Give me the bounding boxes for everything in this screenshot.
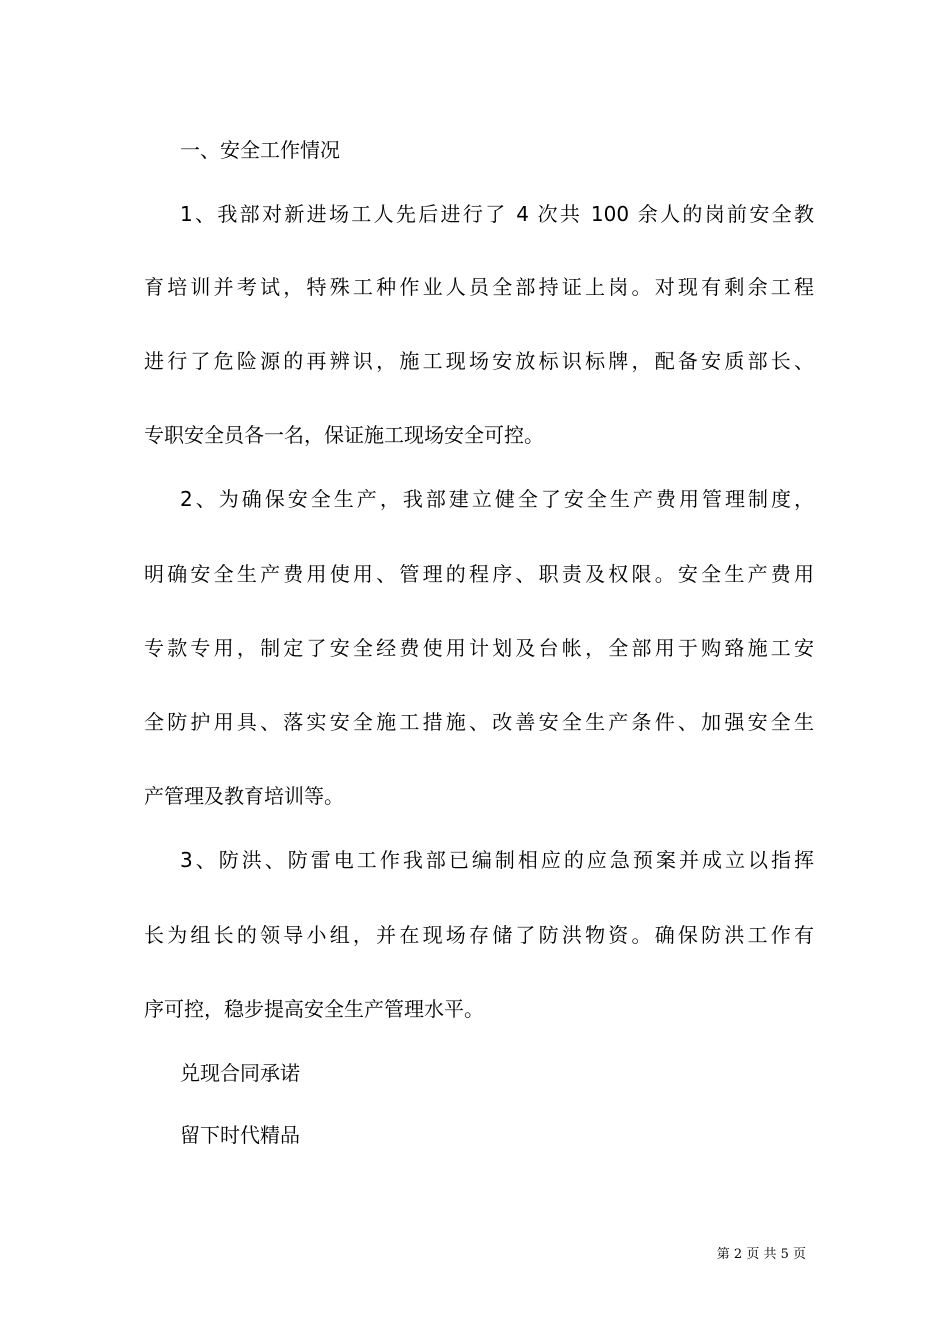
paragraph-2-line-3: 专款专用，制定了安全经费使用计划及台帐，全部用于购臵施工安 xyxy=(144,636,814,660)
page-number-footer: 第 2 页 共 5 页 xyxy=(716,1247,806,1262)
paragraph-1-line-4: 专职安全员各一名，保证施工现场安全可控。 xyxy=(144,423,544,447)
paragraph-2-line-1: 2、为确保安全生产，我部建立健全了安全生产费用管理制度， xyxy=(180,487,814,511)
paragraph-2-line-5: 产管理及教育培训等。 xyxy=(144,784,344,808)
paragraph-2-line-2: 明确安全生产费用使用、管理的程序、职责及权限。安全生产费用 xyxy=(144,562,814,586)
paragraph-3-line-1: 3、防洪、防雷电工作我部已编制相应的应急预案并成立以指挥 xyxy=(180,848,814,872)
paragraph-1-line-2: 育培训并考试，特殊工种作业人员全部持证上岗。对现有剩余工程 xyxy=(144,275,814,299)
paragraph-1-line-3: 进行了危险源的再辨识，施工现场安放标识标牌，配备安质部长、 xyxy=(144,349,814,373)
paragraph-3-line-3: 序可控，稳步提高安全生产管理水平。 xyxy=(144,997,484,1021)
paragraph-3-line-2: 长为组长的领导小组，并在现场存储了防洪物资。确保防洪工作有 xyxy=(144,923,814,947)
section-heading: 一、安全工作情况 xyxy=(180,138,340,162)
subheading-contract-promise: 兑现合同承诺 xyxy=(180,1061,300,1085)
subheading-era-masterpiece: 留下时代精品 xyxy=(180,1123,300,1147)
paragraph-1-line-1: 1、我部对新进场工人先后进行了 4 次共 100 余人的岗前安全教 xyxy=(180,202,814,226)
paragraph-2-line-4: 全防护用具、落实安全施工措施、改善安全生产条件、加强安全生 xyxy=(144,710,814,734)
